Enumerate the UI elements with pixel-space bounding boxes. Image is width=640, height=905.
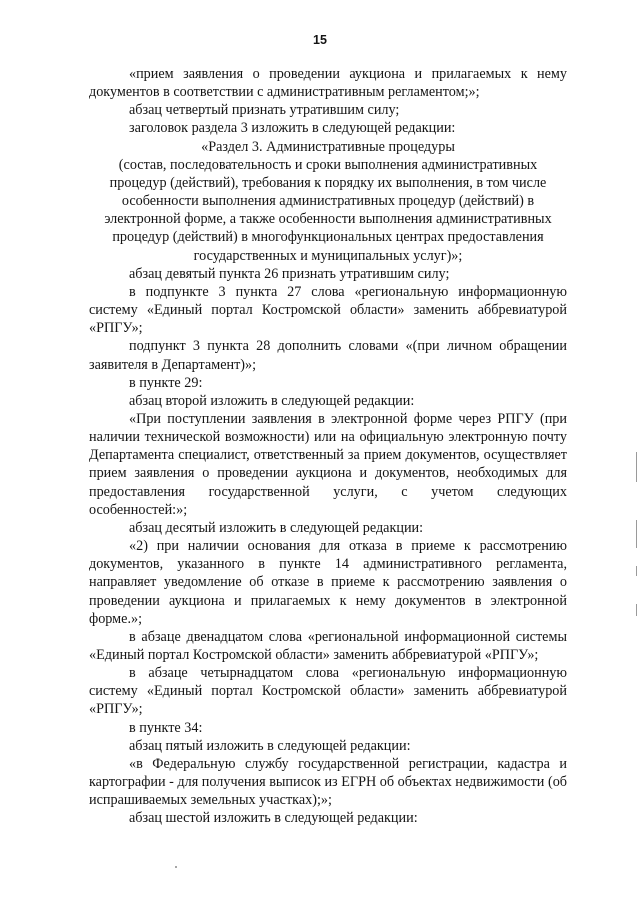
paragraph-11: «2) при наличии основания для отказа в приеме к рассмотрению документов, указанного в пункте 14 административного регламента, направляет уведомление об отказе в приеме к рассмотрению заявления о проведении аукциона и прилагаемых к нему документов в электронной форме.»;: [89, 538, 567, 627]
scan-mark: [636, 566, 637, 576]
scan-mark: [636, 520, 637, 548]
document-body: [89, 65, 567, 828]
scan-mark: [636, 604, 637, 616]
paragraph-9: «При поступлении заявления в электронной форме через РПГУ (при наличии технической возможности) или на официальную электронную почту Департамента специалист, ответственный за прием документов, осуществляет прием заявления о проведении аукциона и документов, необходимых для предоставления государственной услуги, с учетом следующих особенностей:»;: [89, 410, 567, 518]
paragraph-13: в абзаце четырнадцатом слова «региональную информационную систему «Единый портал Костромской области» заменить аббревиатурой «РПГУ»;: [89, 665, 567, 718]
paragraph-3: заголовок раздела 3 изложить в следующей редакции:: [129, 120, 456, 137]
paragraph-10: абзац десятый изложить в следующей редакции:: [129, 519, 424, 536]
scan-edge-marks: [630, 0, 640, 905]
paragraph-14: в пункте 34:: [129, 719, 203, 736]
paragraph-6: подпункт 3 пункта 28 дополнить словами «(при личном обращении заявителя в Департамент)»;: [89, 338, 567, 373]
page-number: 15: [313, 33, 327, 47]
paragraph-12: в абзаце двенадцатом слова «региональной информационной системы «Единый портал Костромской области» заменить аббревиатурой «РПГУ»;: [89, 628, 567, 663]
paragraph-7: в пункте 29:: [129, 374, 203, 391]
scan-speck: [175, 866, 177, 868]
paragraph-4: абзац девятый пункта 26 признать утратившим силу;: [129, 265, 450, 282]
paragraph-5: в подпункте 3 пункта 27 слова «региональную информационную систему «Единый портал Костромской области» заменить аббревиатурой «РПГУ»;: [89, 283, 567, 337]
scan-mark: [636, 452, 637, 482]
paragraph-1: «прием заявления о проведении аукциона и прилагаемых к нему документов в соответствии с административным регламентом;»;: [89, 66, 567, 101]
section-title-heading: «Раздел 3. Административные процедуры: [201, 138, 455, 155]
paragraph-8: абзац второй изложить в следующей редакции:: [129, 392, 415, 409]
paragraph-16: «в Федеральную службу государственной регистрации, кадастра и картографии - для получения выписок из ЕГРН об объектах недвижимости (об испрашиваемых земельных участках);»;: [89, 755, 567, 809]
paragraph-15: абзац пятый изложить в следующей редакции:: [129, 737, 411, 754]
section-title-subtitle: (состав, последовательность и сроки выполнения административных процедур (действий), требования к порядку их выполнения, в том числе особенности выполнения административных процедур (действий) в электронной форме, а также особенности выполнения административных процедур (действий) в многофункциональных центрах предоставления государственных и муниципальных услуг)»;: [104, 156, 552, 264]
paragraph-2: абзац четвертый признать утратившим силу;: [129, 102, 400, 119]
paragraph-17: абзац шестой изложить в следующей редакции:: [129, 810, 418, 827]
